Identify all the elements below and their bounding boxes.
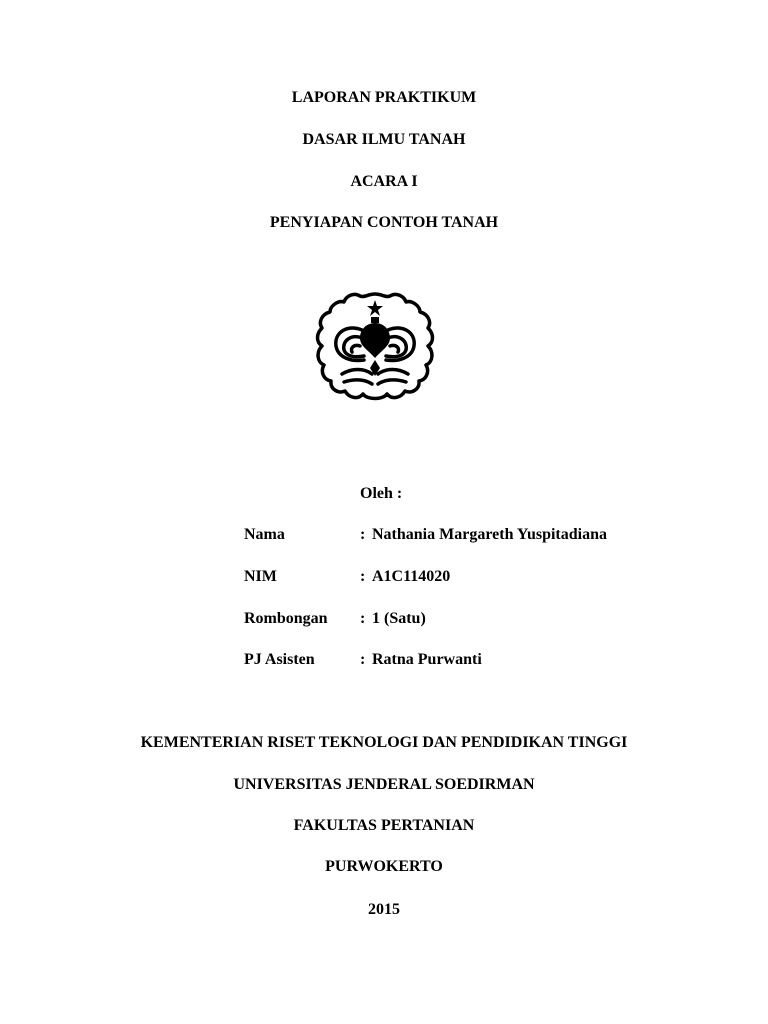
year-heading: 2015: [368, 901, 400, 918]
info-colon: :: [360, 568, 366, 585]
info-value-nim: A1C114020: [372, 568, 451, 585]
author-intro-label: Oleh :: [360, 485, 403, 502]
topic-heading: PENYIAPAN CONTOH TANAH: [269, 214, 499, 231]
university-heading: UNIVERSITAS JENDERAL SOEDIRMAN: [233, 776, 535, 793]
info-value-name: Nathania Margareth Yuspitadiana: [372, 526, 607, 543]
info-colon: :: [360, 651, 366, 668]
info-colon: :: [360, 610, 366, 627]
info-label-name: Nama: [244, 526, 285, 543]
info-value-assistant: Ratna Purwanti: [372, 651, 482, 668]
info-label-group: Rombongan: [244, 610, 328, 627]
ministry-heading: KEMENTERIAN RISET TEKNOLOGI DAN PENDIDIKAN TINGGI: [140, 734, 628, 751]
report-type-heading: LAPORAN PRAKTIKUM: [291, 89, 477, 106]
info-value-group: 1 (Satu): [372, 610, 426, 627]
faculty-heading: FAKULTAS PERTANIAN: [293, 817, 475, 834]
session-heading: ACARA I: [350, 173, 418, 190]
info-label-nim: NIM: [244, 568, 277, 585]
city-heading: PURWOKERTO: [325, 858, 443, 875]
university-emblem-icon: [312, 288, 438, 410]
course-name-heading: DASAR ILMU TANAH: [302, 131, 466, 148]
info-label-assistant: PJ Asisten: [244, 651, 315, 668]
info-colon: :: [360, 526, 366, 543]
